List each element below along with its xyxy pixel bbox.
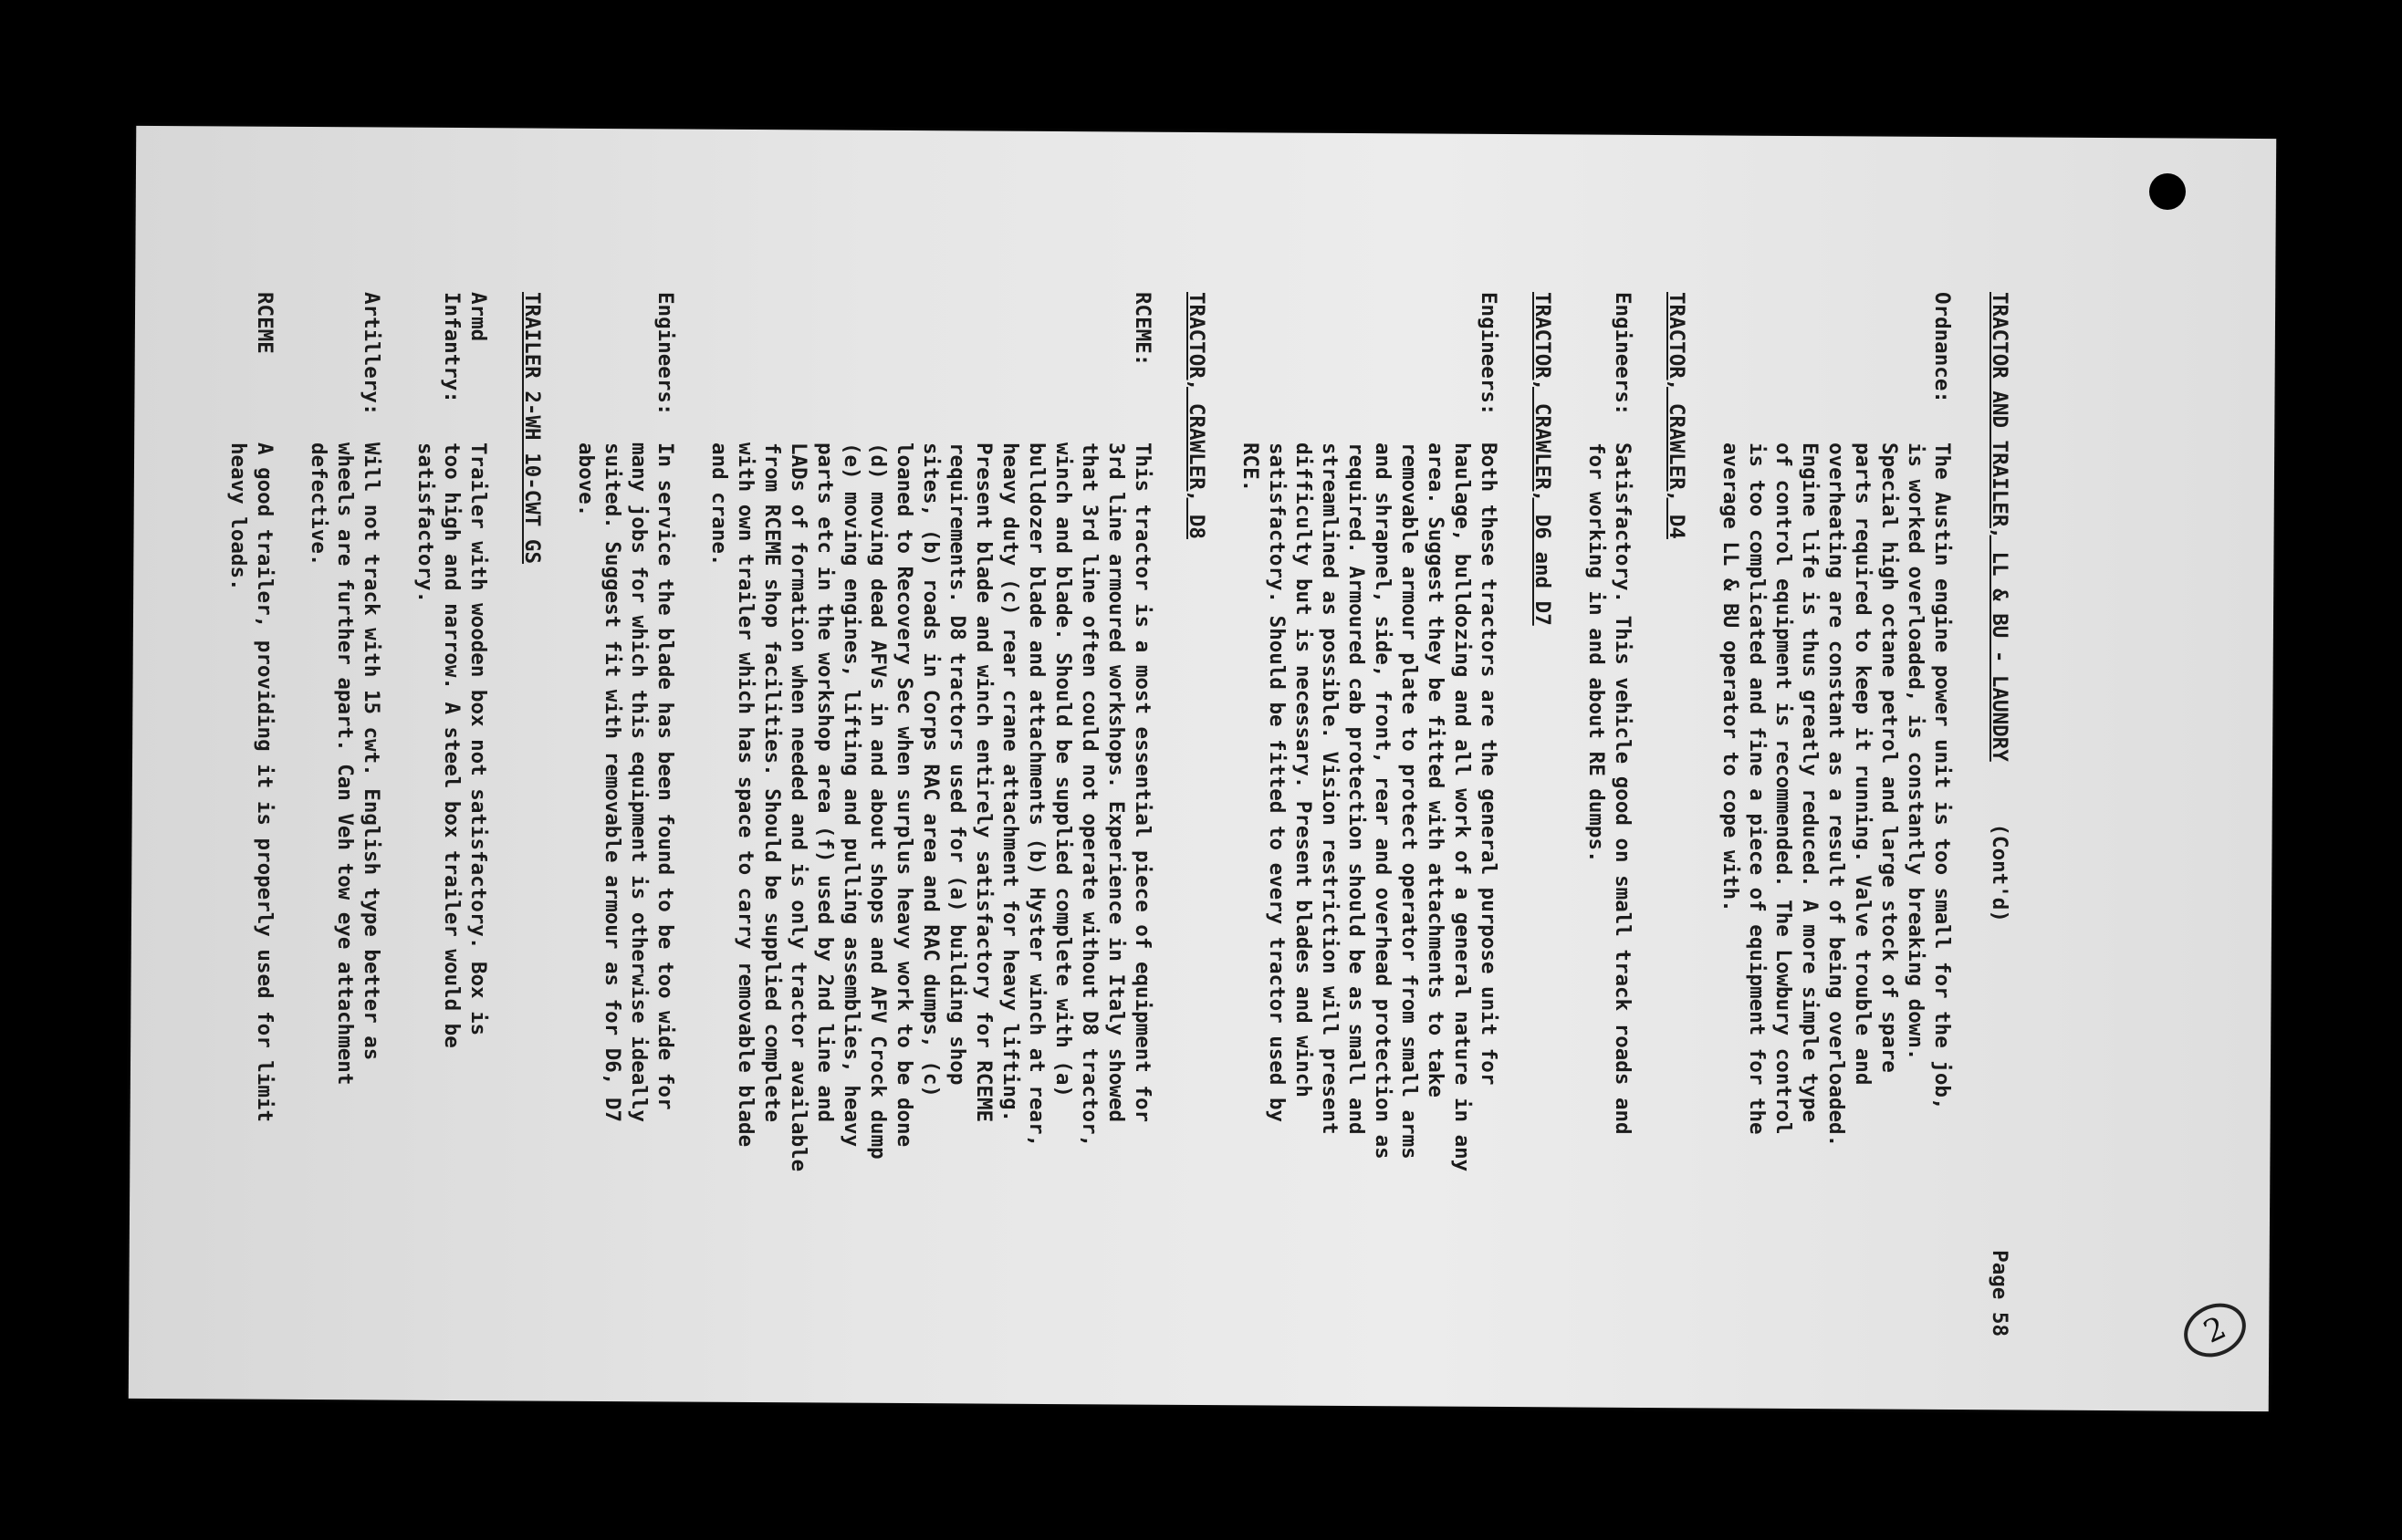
- entry-text: A good trailer, providing it is properly used for limit heavy loads.: [226, 442, 277, 1123]
- entry-row: [412, 292, 491, 1337]
- entry-label: Engineers:: [653, 292, 677, 416]
- entry-row: [305, 292, 384, 1337]
- entry-text: Satisfactory. This vehicle good on small track roads and for working in and about RE dumps.: [1584, 442, 1634, 1135]
- page-title-suffix: (Cont'd): [1988, 823, 2011, 922]
- page-title: TRACTOR AND TRAILER, LL & BU - LAUNDRY: [1988, 292, 2011, 762]
- entry-label: Artillery:: [360, 292, 383, 416]
- page-title-group: [1986, 292, 2012, 922]
- entry-row: [225, 292, 277, 1337]
- entry-row: [1717, 292, 1955, 1337]
- document-body: [225, 292, 1955, 1337]
- entry-label: Engineers:: [1477, 292, 1500, 416]
- section-heading: TRACTOR, CRAWLER, D6 and D7: [1530, 292, 1554, 626]
- entry-row: [1582, 292, 1635, 1337]
- entry-text: Both these tractors are the general purpose unit for haulage, bulldozing and all work of a general nature in any area. Suggest they be fitted with attachments to take removable armour plate to protect operator from small arms and shrapnel, side, front, rear and overhead protection as required. Armoured cab protection should be as small and streamlined as possible. Vision restriction will present difficulty but is necessary. Present blades and winch satisfactory. Should be fitted to every tractor used by RCE.: [1238, 442, 1500, 1172]
- entry-row: [705, 292, 1155, 1337]
- section-heading: TRAILER 2-WH 10-CWT GS: [520, 292, 544, 565]
- entry-label: Armd Infantry:: [440, 292, 490, 403]
- entry-row: [1237, 292, 1501, 1337]
- entry-text: In service the blade has been found to be too wide for many jobs for which this equipment is otherwise ideally suited. Suggest fit with removable armour as for D6, D7 above.: [574, 442, 677, 1123]
- entry-row: [572, 292, 678, 1337]
- entry-text: Trailer with wooden box not satisfactory. Box is too high and narrow. A steel box trailer would be satisfactory.: [413, 442, 490, 1048]
- section-heading: TRACTOR, CRAWLER, D8: [1185, 292, 1208, 539]
- entry-label: Ordnance:: [1930, 292, 1954, 403]
- entry-label: RCEME:: [1131, 292, 1154, 367]
- entry-label: Engineers:: [1611, 292, 1634, 416]
- entry-label: RCEME: [253, 292, 277, 354]
- rotated-page-content: [197, 292, 2012, 1337]
- page-number: Page 58: [1988, 1250, 2011, 1337]
- punch-hole: [2149, 173, 2186, 210]
- page-header: [1986, 292, 2012, 1337]
- stamp-number: 2: [2198, 1309, 2232, 1351]
- entry-text: The Austin engine power unit is too small for the job, is worked overloaded, is constantly breaking down. Special high octane petrol and large stock of spare parts required to keep it running. Valve trouble and overheating are constant as a result of being overloaded. Engine life is thus greatly reduced. A more simple type of control equipment is recommended. The Lowbury control is too complicated and fine a piece of equipment for the average LL & BU operator to cope with.: [1718, 442, 1954, 1148]
- entry-text: This tractor is a most essential piece of equipment for 3rd line armoured workshops. Experience in Italy showed that 3rd line often could not operate without D8 tractor, winch and blade. Should be supplied complete with (a) bulldozer blade and attachments (b) Hyster winch at rear, heavy duty (c) rear crane attachment for heavy lifting. Present blade and winch entirely satisfactory for RCEME requirements. D8 tractors used for (a) building shop sites, (b) roads in Corps RAC area and RAC dumps, (c) loaned to Recovery Sec when surplus heavy work to be done (d) moving dead AFVs in and about shops and AFV Crock dump (e) moving engines, lifting and pulling assemblies, heavy parts etc in the workshop area (f) used by 2nd line and LADs of formation when needed and is only tractor available from RCEME shop facilities. Should be supplied complete with own trailer which has space to carry removable blade and crane.: [707, 442, 1154, 1172]
- entry-text: Will not track with 15 cwt. English type better as wheels are further apart. Can Veh tow eye attachment defective.: [307, 442, 383, 1086]
- section-heading: TRACTOR, CRAWLER, D4: [1665, 292, 1688, 539]
